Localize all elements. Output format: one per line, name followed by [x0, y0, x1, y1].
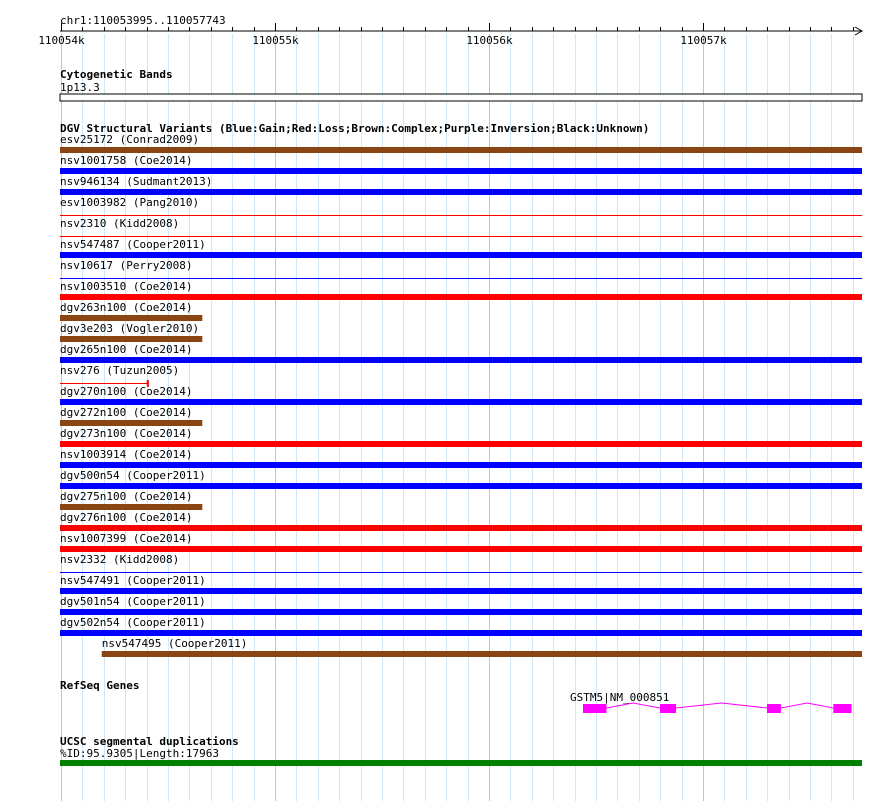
cytoband-bar[interactable] — [60, 94, 862, 101]
dgv-feature-bar — [60, 357, 862, 363]
dgv-feature-label: dgv272n100 (Coe2014) — [60, 406, 193, 419]
gene-exon — [660, 704, 676, 713]
ruler-tick-label: 110056k — [466, 34, 513, 47]
dgv-feature-bar — [60, 609, 862, 615]
dgv-feature-label: esv25172 (Conrad2009) — [60, 133, 200, 146]
dgv-feature-label: dgv502n54 (Cooper2011) — [60, 616, 206, 629]
dgv-feature[interactable] — [60, 616, 862, 636]
dgv-feature[interactable] — [102, 637, 862, 657]
dgv-feature[interactable] — [60, 322, 202, 342]
dgv-feature[interactable] — [60, 196, 862, 216]
dgv-feature[interactable] — [60, 259, 862, 279]
cytoband-label: 1p13.3 — [60, 81, 100, 94]
dgv-feature-label: dgv501n54 (Cooper2011) — [60, 595, 206, 608]
dgv-feature-bar — [60, 189, 862, 195]
dgv-feature-label: dgv270n100 (Coe2014) — [60, 385, 193, 398]
dgv-feature-bar — [60, 630, 862, 636]
track-title-dgv: DGV Structural Variants (Blue:Gain;Red:Loss;Brown:Complex;Purple:Inversion;Black:Unknown) — [60, 122, 650, 135]
gene-feature[interactable] — [570, 691, 852, 713]
dgv-feature[interactable] — [60, 406, 202, 426]
dgv-feature-label: nsv276 (Tuzun2005) — [60, 364, 180, 377]
dgv-feature-label: dgv3e203 (Vogler2010) — [60, 322, 200, 335]
dgv-feature-bar — [60, 336, 202, 342]
dgv-feature-bar — [60, 147, 862, 153]
dgv-feature[interactable] — [60, 490, 202, 510]
gene-exon — [833, 704, 851, 713]
dgv-feature[interactable] — [60, 574, 862, 594]
track-title-cytogenetic-bands: Cytogenetic Bands — [60, 68, 173, 81]
dgv-feature-label: nsv2332 (Kidd2008) — [60, 553, 180, 566]
dgv-feature-bar — [60, 504, 202, 510]
ruler-minor-ticks — [62, 27, 854, 31]
dgv-feature[interactable] — [60, 175, 862, 195]
track-title-refseq: RefSeq Genes — [60, 679, 140, 692]
dgv-feature-bar — [102, 651, 862, 657]
dgv-feature[interactable] — [60, 553, 862, 573]
dgv-feature-bar — [60, 252, 862, 258]
dgv-feature[interactable] — [60, 154, 862, 174]
segdup-label: %ID:95.9305|Length:17963 — [60, 747, 219, 760]
location-label: chr1:110053995..110057743 — [60, 14, 226, 27]
dgv-feature[interactable] — [60, 595, 862, 615]
dgv-feature-bar — [60, 525, 862, 531]
ruler-tick-label: 110055k — [252, 34, 299, 47]
dgv-feature[interactable] — [60, 301, 202, 321]
dgv-feature[interactable] — [60, 469, 862, 489]
dgv-feature-label: nsv946134 (Sudmant2013) — [60, 175, 213, 188]
segdup-bar[interactable] — [60, 760, 862, 766]
dgv-feature[interactable] — [60, 448, 862, 468]
dgv-feature-bar — [60, 441, 862, 447]
dgv-feature-list — [60, 133, 862, 657]
dgv-feature-label: dgv273n100 (Coe2014) — [60, 427, 193, 440]
refseq-genes-track — [60, 679, 852, 713]
dgv-feature-label: dgv275n100 (Coe2014) — [60, 490, 193, 503]
dgv-feature[interactable] — [60, 133, 862, 153]
cytogenetic-bands-track — [60, 68, 862, 101]
dgv-feature[interactable] — [60, 385, 862, 405]
dgv-feature-bar — [60, 168, 862, 174]
dgv-feature-label: dgv265n100 (Coe2014) — [60, 343, 193, 356]
dgv-feature-label: nsv547491 (Cooper2011) — [60, 574, 206, 587]
dgv-feature[interactable] — [60, 427, 862, 447]
dgv-feature-bar — [60, 420, 202, 426]
coordinate-ruler — [38, 14, 862, 47]
dgv-feature-bar — [60, 483, 862, 489]
ruler-tick-label: 110054k — [38, 34, 85, 47]
dgv-feature-bar — [60, 315, 202, 321]
dgv-feature-label: nsv2310 (Kidd2008) — [60, 217, 180, 230]
dgv-feature[interactable] — [60, 238, 862, 258]
dgv-feature-bar — [60, 278, 862, 279]
dgv-feature-bar — [60, 572, 862, 573]
dgv-feature-label: nsv1001758 (Coe2014) — [60, 154, 193, 167]
gene-exon — [583, 704, 607, 713]
dgv-feature-label: nsv10617 (Perry2008) — [60, 259, 193, 272]
dgv-feature-label: nsv1007399 (Coe2014) — [60, 532, 193, 545]
track-title-segdup: UCSC segmental duplications — [60, 735, 239, 748]
dgv-feature-bar — [60, 383, 149, 384]
ruler-tick-label: 110057k — [680, 34, 727, 47]
dgv-feature[interactable] — [60, 364, 179, 387]
segmental-duplications-track — [60, 735, 862, 766]
dgv-feature-bar — [60, 588, 862, 594]
gene-exon — [767, 704, 781, 713]
dgv-feature-bar — [60, 546, 862, 552]
dgv-feature-bar — [60, 294, 862, 300]
dgv-feature[interactable] — [60, 280, 862, 300]
dgv-feature-label: dgv276n100 (Coe2014) — [60, 511, 193, 524]
dgv-feature[interactable] — [60, 217, 862, 237]
gene-label: GSTM5|NM_000851 — [570, 691, 670, 704]
dgv-feature-label: esv1003982 (Pang2010) — [60, 196, 200, 209]
dgv-feature-label: dgv500n54 (Cooper2011) — [60, 469, 206, 482]
dgv-feature-label: nsv547487 (Cooper2011) — [60, 238, 206, 251]
dgv-feature-label: nsv1003914 (Coe2014) — [60, 448, 193, 461]
dgv-feature-bar — [60, 399, 862, 405]
dgv-feature-bar — [60, 462, 862, 468]
dgv-structural-variants-track — [60, 122, 862, 657]
dgv-feature[interactable] — [60, 511, 862, 531]
dgv-feature-label: nsv1003510 (Coe2014) — [60, 280, 193, 293]
dgv-feature-label: nsv547495 (Cooper2011) — [101, 637, 248, 650]
dgv-feature[interactable] — [60, 532, 862, 552]
dgv-feature-label: dgv263n100 (Coe2014) — [60, 301, 193, 314]
dgv-feature-bar — [60, 215, 862, 216]
dgv-feature-bar — [60, 236, 862, 237]
dgv-feature[interactable] — [60, 343, 862, 363]
